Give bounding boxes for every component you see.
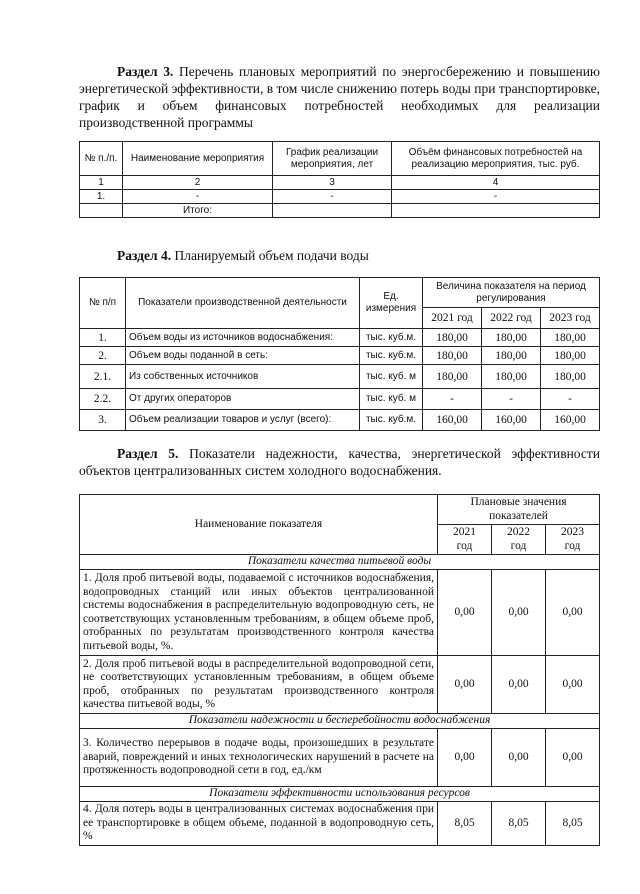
table-total-row [80,204,600,218]
header-year: 2023 год [541,308,600,329]
row-unit: тыс. куб.м. [360,347,423,365]
group-title-row [80,787,600,802]
table-header-row [80,142,600,176]
row-name: Объем воды поданной в сеть: [126,347,360,365]
table-row [80,656,600,714]
indicator-value: 8,05 [492,802,546,846]
row-value: 180,00 [541,329,600,347]
table-row [80,802,600,846]
header-year-number: 2023 [561,526,585,538]
measures-table [79,141,600,218]
table-row [80,190,600,204]
row-name: От других операторов [126,389,360,410]
indicator-value: 8,05 [546,802,600,846]
table-header-row [80,495,600,525]
row-num: 2.2. [80,389,126,410]
row-value: - [541,389,600,410]
indicator-value: 0,00 [492,729,546,787]
header-year: 2022 год [482,308,541,329]
row-num: 1. [80,329,126,347]
indicator-value: 0,00 [438,729,492,787]
row-unit: тыс. куб.м. [360,410,423,431]
total-financing [392,204,600,218]
section3-label: Раздел 3. [117,64,174,79]
row-unit: тыс. куб. м [360,365,423,389]
group-title-row [80,555,600,570]
total-label: Итого: [123,204,273,218]
header-indicator-name: Наименование показателя [80,495,438,555]
section5-text: Показатели надежности, качества, энергетической эффективности объектов централизованных систем холодного водоснабжения. [79,446,600,478]
table-index-row [80,176,600,190]
section5-heading [79,445,600,479]
indicator-value: 8,05 [438,802,492,846]
header-year-number: 2021 [453,526,476,538]
indicator-value: 0,00 [438,570,492,656]
row-num: 2.1. [80,365,126,389]
header-year: 2021 год [423,308,482,329]
row-value: 160,00 [482,410,541,431]
section4-heading [117,247,597,264]
table-row [80,347,600,365]
table-row [80,729,600,787]
group-title: Показатели надежности и бесперебойности водоснабжения [80,714,600,729]
indicator-text: 2. Доля проб питьевой воды в распределительной водопроводной сети, не соответствующих установленным требованиям, в общем объеме проб, отобранных по результатам производственного контроля качества питьевой воды, % [80,656,438,714]
row-num: 2. [80,347,126,365]
row-value: - [423,389,482,410]
section3-heading [79,63,600,131]
row-name: Объем реализации товаров и услуг (всего): [126,410,360,431]
header-planned: Плановые значения показателей [438,495,600,525]
header-num: № п/п [80,278,126,329]
index-cell: 4 [392,176,600,190]
index-cell: 1 [80,176,123,190]
group-title: Показатели эффективности использования ресурсов [80,787,600,802]
row-num: 3. [80,410,126,431]
header-financing: Объём финансовых потребностей на реализацию мероприятия, тыс. руб. [392,142,600,176]
row-measure: - [123,190,273,204]
header-unit: Ед. измерения [360,278,423,329]
header-period: Величина показателя на период регулирования [423,278,600,308]
header-year [492,525,546,555]
header-year-number: 2022 [507,526,530,538]
row-value: 180,00 [482,347,541,365]
indicator-value: 0,00 [492,656,546,714]
row-unit: тыс. куб.м. [360,329,423,347]
section5-label: Раздел 5. [117,446,179,461]
group-title-row [80,714,600,729]
header-measure: Наименование мероприятия [123,142,273,176]
indicator-value: 0,00 [438,656,492,714]
header-year-word: год [564,539,581,552]
row-unit: тыс. куб. м [360,389,423,410]
row-value: 160,00 [423,410,482,431]
table-row [80,329,600,347]
row-name: Из собственных источников [126,365,360,389]
table-row [80,389,600,410]
table-row [80,365,600,389]
index-cell: 2 [123,176,273,190]
indicator-value: 0,00 [546,729,600,787]
row-name: Объем воды из источников водоснабжения: [126,329,360,347]
header-year-word: год [456,539,473,552]
header-num: № п./п. [80,142,123,176]
indicator-text: 3. Количество перерывов в подаче воды, произошедших в результате аварий, повреждений и иных технологических нарушений в расчете на протяженность водопроводной сети в год, ед./км [80,729,438,787]
indicator-text: 1. Доля проб питьевой воды, подаваемой с источников водоснабжения, водопроводных станций или иных объектов централизованной системы водоснабжения в распределительную водопроводную сеть, не соответствующих установленным требованиям, в общем объеме проб, отобранных по результатам производственного контроля качества питьевой воды, %. [80,570,438,656]
row-value: 160,00 [541,410,600,431]
row-value: 180,00 [541,347,600,365]
row-value: 180,00 [423,365,482,389]
row-value: 180,00 [423,347,482,365]
row-value: 180,00 [541,365,600,389]
header-year-word: год [510,539,527,552]
group-title: Показатели качества питьевой воды [80,555,600,570]
indicators-table [79,494,600,846]
row-value: - [482,389,541,410]
table-row [80,570,600,656]
indicator-value: 0,00 [546,570,600,656]
row-financing: - [392,190,600,204]
indicator-value: 0,00 [492,570,546,656]
header-schedule: График реализации мероприятия, лет [273,142,392,176]
table-row [80,410,600,431]
section4-text: Планируемый объем подачи воды [174,248,369,263]
header-year [546,525,600,555]
row-num: 1. [80,190,123,204]
section4-label: Раздел 4. [117,248,172,263]
row-value: 180,00 [482,329,541,347]
water-supply-table [79,277,600,431]
section3-text: Перечень плановых мероприятий по энергосбережению и повышению энергетической эффективности, в том числе снижению потерь воды при транспортировке, график и объем финансовых потребностей необходимых для реализации производственной программы [79,64,600,130]
row-value: 180,00 [423,329,482,347]
table-header-row [80,278,600,308]
total-schedule [273,204,392,218]
total-num [80,204,123,218]
header-year [438,525,492,555]
indicator-value: 0,00 [546,656,600,714]
header-indicator: Показатели производственной деятельности [126,278,360,329]
row-value: 180,00 [482,365,541,389]
index-cell: 3 [273,176,392,190]
row-schedule: - [273,190,392,204]
indicator-text: 4. Доля потерь воды в централизованных системах водоснабжения при ее транспортировке в общем объеме, поданной в водопроводную сеть, % [80,802,438,846]
